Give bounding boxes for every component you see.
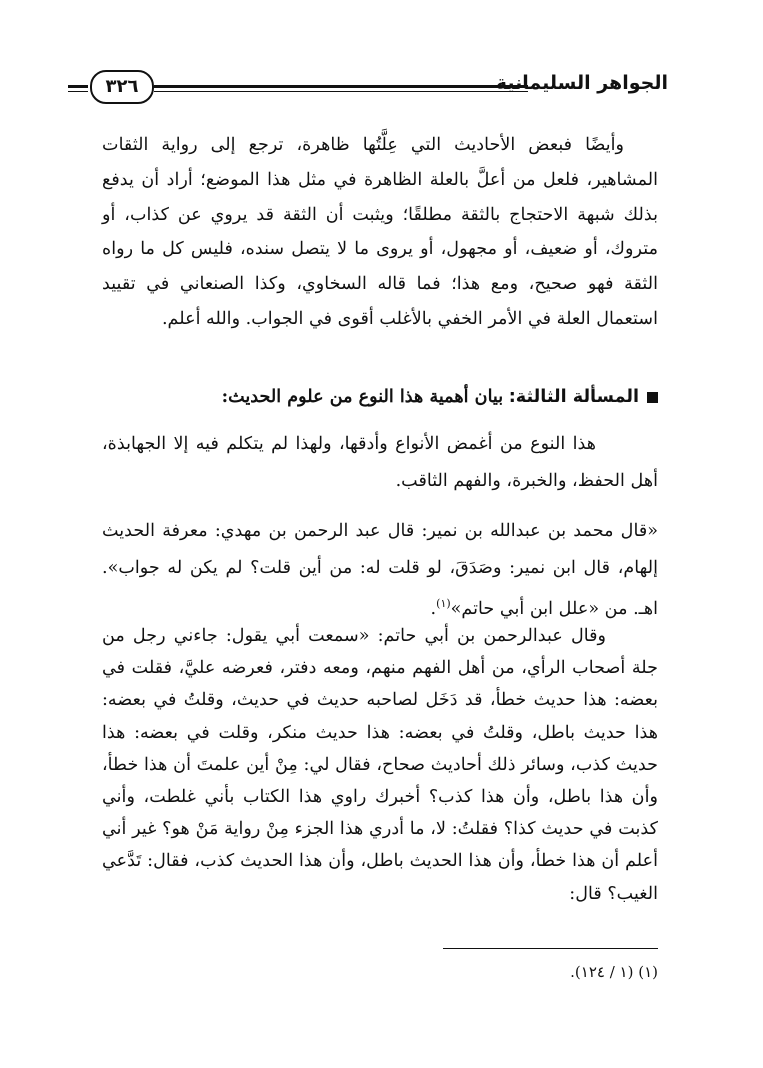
book-title: الجواهر السليمانية: [495, 72, 668, 94]
quote-paragraph: [102, 513, 658, 628]
paragraph-3: وقال عبدالرحمن بن أبي حاتم: «سمعت أبي يقول: جاءني رجل من جلة أصحاب الرأي، من أهل الفهم منهم، ومعه دفتر، فعرضه عليَّ، فقلت في بعضه: هذا حديث خطأ، قد دَخَل لصاحبه حديث في حديث، وقلتُ في بعضه: هذا حديث باطل، وقلتُ في بعضه: هذا حديث منكر، وقلت في بعضه: هذا حديث كذب، وسائر ذلك أحاديث صحاح، فقال لي: مِنْ أين علمتَ أن هذا خطأ، وأن هذا باطل، وأن هذا كذب؟ أخبرك راوي هذا الكتاب بأني غلطت، وأني كذبت في حديث كذا؟ فقلتُ: لا، ما أدري هذا الجزء مِنْ رواية مَنْ هو؟ غير أني أعلم أن هذا خطأ، وأن هذا الحديث باطل، وأن هذا الحديث كذب، فقال: تَدَّعي الغيب؟ قال:: [102, 626, 658, 904]
square-bullet-icon: [647, 392, 658, 403]
header-rule: [154, 85, 528, 92]
footnote: (١) (١ / ١٢٤).: [570, 963, 658, 981]
heading-label: المسألة الثالثة:: [508, 387, 639, 407]
section-heading: [102, 380, 658, 414]
quote-text: «قال محمد بن عبدالله بن نمير: قال عبد الرحمن بن مهدي: معرفة الحديث إلهام، قال ابن نمير: وصَدَقَ، لو قلت له: من أين قلت؟ لم يكن له جواب». اهـ. من «علل ابن أبي حاتم»: [102, 521, 658, 620]
page-header: [68, 68, 668, 106]
paragraph-2: هذا النوع من أغمض الأنواع وأدقها، ولهذا لم يتكلم فيه إلا الجهابذة، أهل الحفظ، والخبرة، والفهم الثاقب.: [102, 434, 658, 491]
page-number: ٣٢٦: [90, 70, 154, 104]
footnote-rule: [443, 948, 658, 949]
paragraph-1: وأيضًا فبعض الأحاديث التي عِلَّتُها ظاهرة، ترجع إلى رواية الثقات المشاهير، فلعل من أعلَّ بالعلة الظاهرة في مثل هذا الموضع؛ أراد أن يدفع بذلك شبهة الاحتجاج بالثقة مطلقًا؛ ويثبت أن الثقة قد يروي عن كذاب، أو متروك، أو ضعيف، أو مجهول، أو يروى ما لا يتصل سنده، فليس كل ما رواه الثقة فهو صحيح، ومع هذا؛ فما قاله السخاوي، وكذا الصنعاني في تقييد استعمال العلة في الأمر الخفي بالأغلب أقوى في الجواب. والله أعلم.: [102, 135, 658, 329]
footnote-marker: (١): [436, 597, 451, 611]
quote-end: .: [430, 599, 437, 620]
heading-title: بيان أهمية هذا النوع من علوم الحديث:: [221, 386, 504, 407]
header-rule-left: [68, 85, 88, 92]
